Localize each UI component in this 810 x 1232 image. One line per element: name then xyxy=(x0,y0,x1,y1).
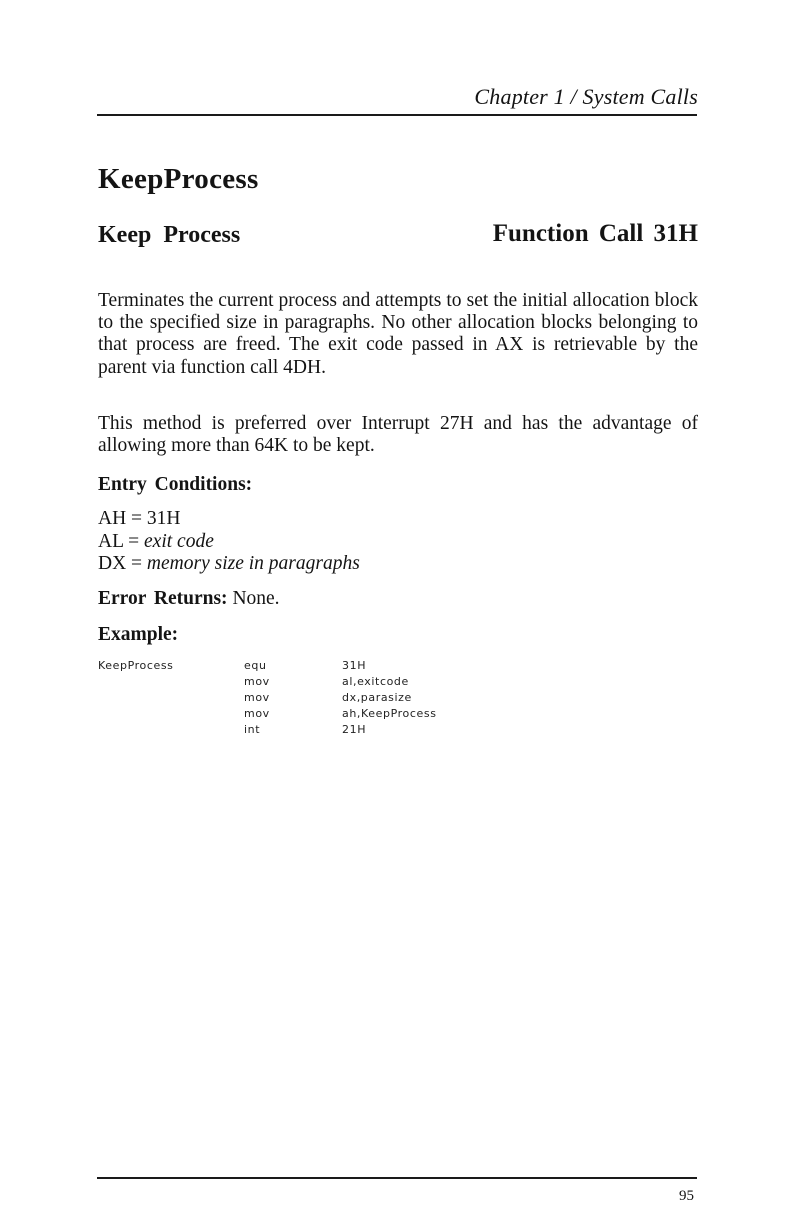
running-head: Chapter 1 / System Calls xyxy=(474,84,698,109)
code-operand: 31H xyxy=(342,659,367,672)
function-name-subhead: Keep Process xyxy=(98,222,241,248)
error-returns-label: Error Returns: xyxy=(98,588,228,609)
code-opcode: mov xyxy=(244,691,270,704)
register-value: memory size in paragraphs xyxy=(146,553,360,574)
error-returns xyxy=(98,588,280,610)
page-title: KeepProcess xyxy=(98,163,259,195)
code-opcode: equ xyxy=(244,659,267,672)
equals-sign: = xyxy=(131,553,143,574)
header-rule xyxy=(97,114,697,116)
error-returns-value: None. xyxy=(232,588,280,609)
register-value: 31H xyxy=(146,508,181,529)
register-al xyxy=(98,531,360,554)
function-call-number: Function Call 31H xyxy=(492,220,698,247)
preference-paragraph: This method is preferred over Interrupt 27H and has the advantage of allowing more than 64K to be kept. xyxy=(98,413,698,457)
register-ah xyxy=(98,508,360,531)
code-opcode: mov xyxy=(244,707,270,720)
code-opcode: mov xyxy=(244,675,270,688)
equals-sign: = xyxy=(128,530,140,552)
equals-sign: = xyxy=(131,508,143,529)
register-name: AL xyxy=(98,530,124,552)
description-paragraph: Terminates the current process and attempts to set the initial allocation block to the specified size in paragraphs. No other allocation blocks belonging to that process are freed. The exit code passed in AX is retrievable by the parent via function call 4DH. xyxy=(98,290,698,378)
code-operand: ah,KeepProcess xyxy=(342,707,437,720)
code-operand: dx,parasize xyxy=(342,691,412,704)
register-name: AH xyxy=(98,508,127,529)
entry-conditions-list xyxy=(98,508,360,576)
code-operand: al,exitcode xyxy=(342,675,409,688)
code-label: KeepProcess xyxy=(98,659,174,672)
code-opcode: int xyxy=(244,723,261,736)
footer-rule xyxy=(97,1177,697,1179)
code-operand: 21H xyxy=(342,723,367,736)
example-heading: Example: xyxy=(98,624,179,645)
register-dx xyxy=(98,553,360,576)
register-value: exit code xyxy=(144,530,214,552)
register-name: DX xyxy=(98,553,127,574)
page-number: 95 xyxy=(679,1188,694,1204)
entry-conditions-heading: Entry Conditions: xyxy=(98,474,253,495)
